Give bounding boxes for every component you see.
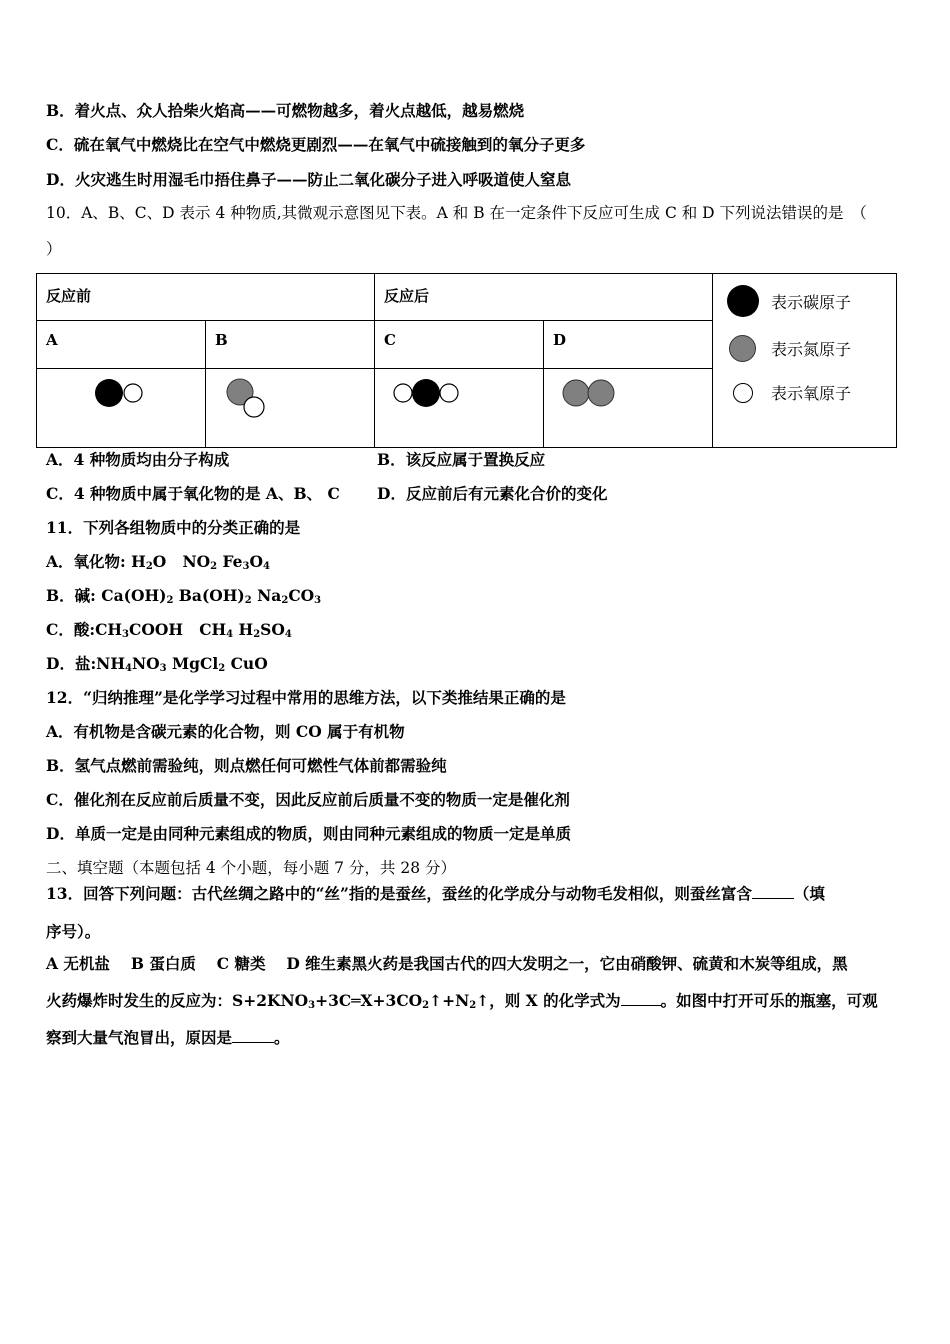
q12-stem: 12．“归纳推理”是化学学习过程中常用的思维方法，以下类推结果正确的是: [46, 688, 566, 707]
carbon-atom-icon: [727, 285, 759, 317]
molecule-table: [36, 273, 897, 448]
legend-carbon: 表示碳原子: [727, 285, 851, 317]
molecule-a: [37, 369, 206, 448]
molecule-c: [375, 369, 544, 448]
q13-line2: 序号）。: [46, 922, 101, 941]
answer-blank[interactable]: [232, 1042, 274, 1043]
molecule-a-svg: [37, 369, 205, 443]
q9-option-b: B．着火点、众人拾柴火焰高——可燃物越多，着火点越低，越易燃烧: [46, 101, 525, 120]
label-d: D: [544, 321, 713, 369]
q13-line3: A 无机盐 B 蛋白质 C 糖类 D 维生素黑火药是我国古代的四大发明之一，它由硝酸钾、硫黄和木炭等组成，黑: [46, 954, 848, 973]
legend-oxygen: 表示氧原子: [727, 381, 851, 404]
nitrogen-atom-right: [588, 380, 614, 406]
label-c: C: [375, 321, 544, 369]
header-after: 反应后: [375, 274, 713, 321]
header-before: 反应前: [37, 274, 375, 321]
q10-stem: 10．A、B、C、D 表示 4 种物质,其微观示意图见下表。A 和 B 在一定条件下反应可生成 C 和 D 下列说法错误的是 （: [46, 204, 867, 222]
q13-line1: 13．回答下列问题：古代丝绸之路中的“丝”指的是蚕丝，蚕丝的化学成分与动物毛发相似，则蚕丝富含 （填: [46, 884, 825, 903]
answer-blank[interactable]: [621, 1005, 661, 1006]
q11-option-b: B．碱: $Ca(OH)_2$ $Ba(OH)_2$ $Na_2CO_3$: [46, 586, 322, 606]
molecule-d-svg: [544, 369, 712, 443]
q12-option-a: A．有机物是含碳元素的化合物，则 CO 属于有机物: [46, 722, 405, 741]
q11-option-d: D．盐$:NH_4NO_3$ MgCl$_2$ CuO: [46, 654, 268, 674]
legend-nitrogen: 表示氮原子: [727, 335, 851, 362]
q13-line4: 火药爆炸时发生的反应为：$S+2KNO_3+3C═X+3CO_2↑+N_2↑$，则 X 的化学式为 。如图中打开可乐的瓶塞，可观: [46, 991, 878, 1011]
nitrogen-atom-icon: [729, 335, 756, 362]
q13-line5: 察到大量气泡冒出，原因是 。: [46, 1028, 290, 1047]
molecule-b: [206, 369, 375, 448]
q10-option-b: B．该反应属于置换反应: [377, 450, 546, 469]
label-b: B: [206, 321, 375, 369]
q11-option-a: A．氧化物: $H_2O$ $NO_2$ $Fe_3O_4$: [46, 552, 270, 572]
q9-option-d: D．火灾逃生时用湿毛巾捂住鼻子——防止二氧化碳分子进入呼吸道使人窒息: [46, 170, 571, 189]
nitrogen-atom-left: [563, 380, 589, 406]
answer-blank[interactable]: [752, 898, 794, 899]
molecule-b-svg: [206, 369, 374, 443]
q11-stem: 11．下列各组物质中的分类正确的是: [46, 518, 301, 537]
oxygen-atom-right: [440, 384, 458, 402]
oxygen-atom: [244, 397, 264, 417]
q10-option-a: A．4 种物质均由分子构成: [46, 450, 230, 469]
q10-stem-end: ）: [46, 240, 62, 258]
carbon-atom: [95, 379, 123, 407]
molecule-d: [544, 369, 713, 448]
oxygen-atom-left: [394, 384, 412, 402]
q10-option-c: C．4 种物质中属于氧化物的是 A、B、 C: [46, 484, 340, 503]
q12-option-d: D．单质一定是由同种元素组成的物质，则由同种元素组成的物质一定是单质: [46, 824, 571, 843]
q9-option-c: C．硫在氧气中燃烧比在空气中燃烧更剧烈——在氧气中硫接触到的氧分子更多: [46, 135, 586, 154]
oxygen-atom: [124, 384, 142, 402]
q12-option-c: C．催化剂在反应前后质量不变，因此反应前后质量不变的物质一定是催化剂: [46, 790, 570, 809]
molecule-c-svg: [375, 369, 543, 443]
legend: [713, 274, 897, 448]
section-heading: 二、填空题（本题包括 4 个小题，每小题 7 分，共 28 分）: [46, 859, 457, 877]
q12-option-b: B．氢气点燃前需验纯，则点燃任何可燃性气体前都需验纯: [46, 756, 447, 775]
q11-option-c: C．酸$:CH_3COOH$ $CH_4$ $H_2SO_4$: [46, 620, 292, 640]
q10-option-d: D．反应前后有元素化合价的变化: [377, 484, 608, 503]
carbon-atom: [412, 379, 440, 407]
label-a: A: [37, 321, 206, 369]
oxygen-atom-icon: [733, 383, 753, 403]
